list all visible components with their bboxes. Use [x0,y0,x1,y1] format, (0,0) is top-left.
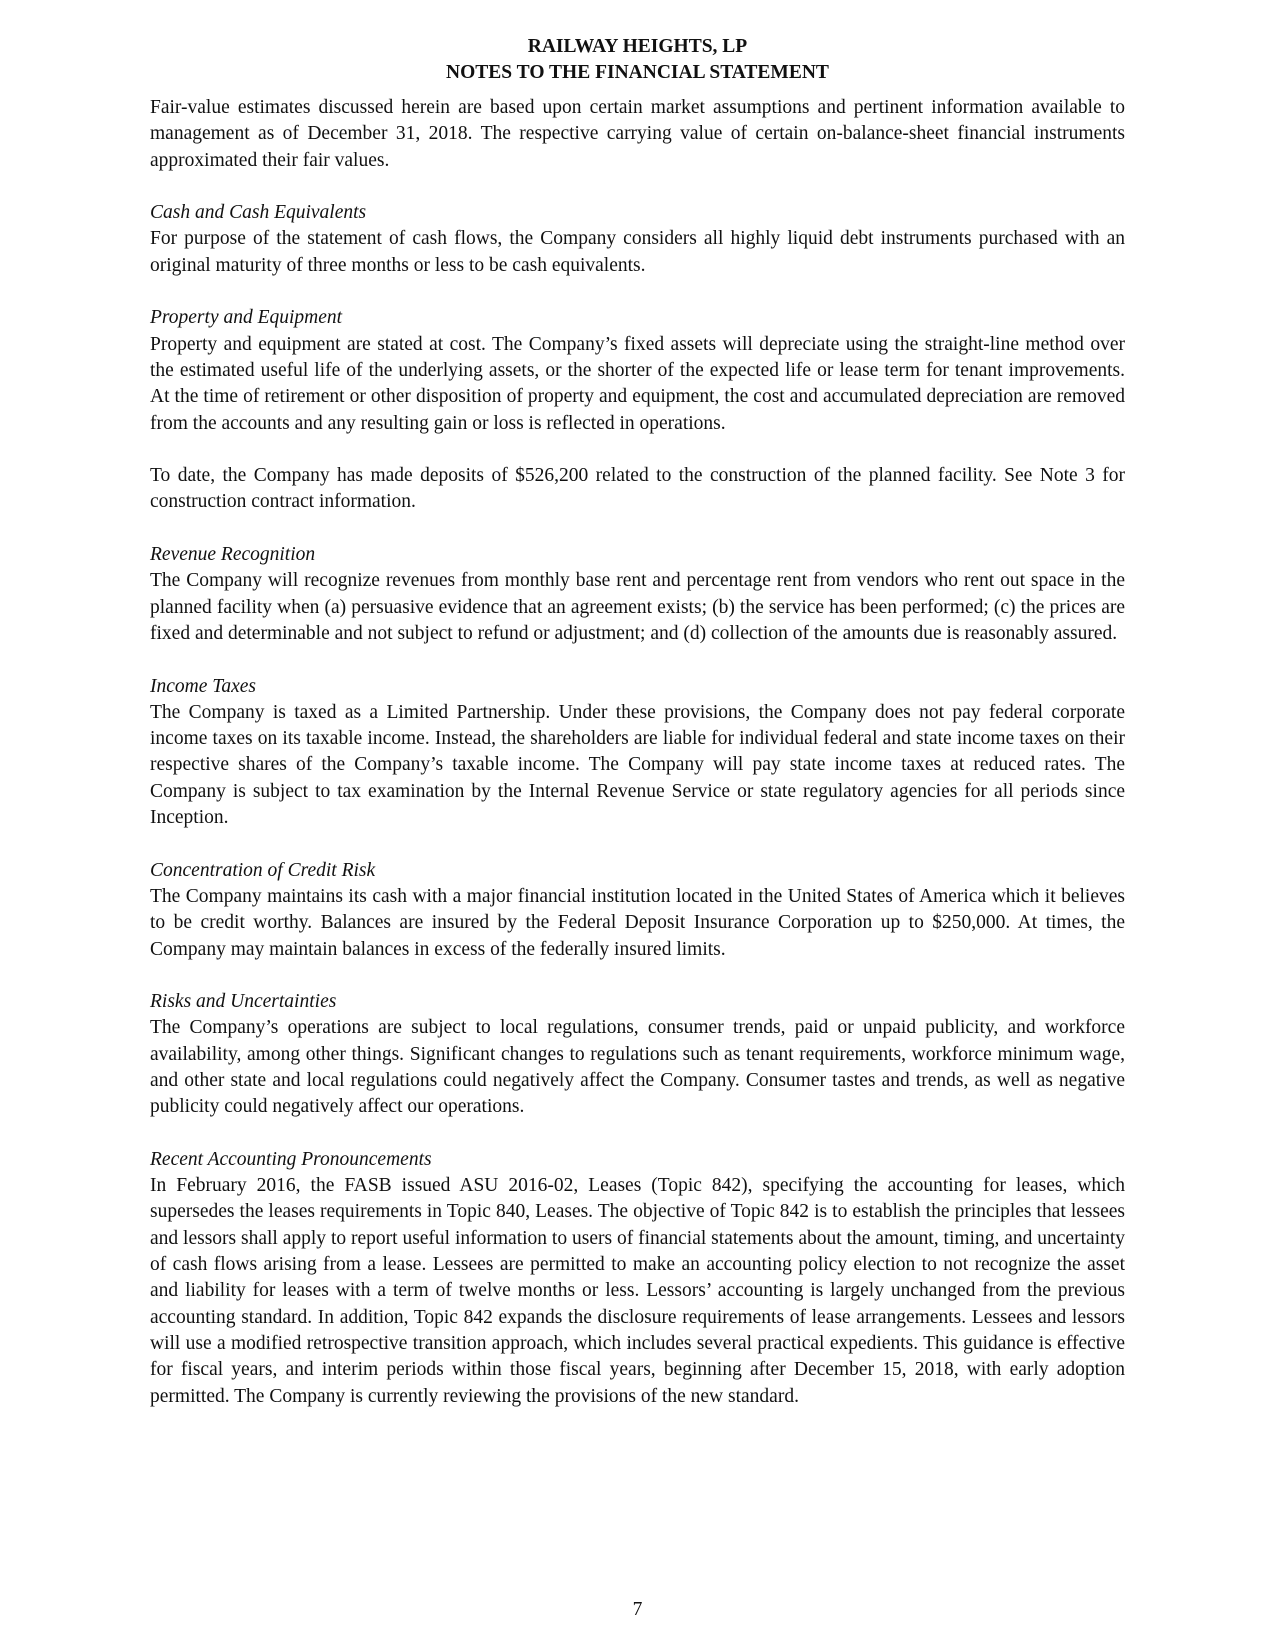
paragraph-cash: For purpose of the statement of cash flows, the Company considers all highly liquid debt instruments purchased with an original maturity of three months or less to be cash equivalents. [150,228,1125,276]
paragraph-credit-risk: The Company maintains its cash with a major financial institution located in the United States of America which it believes to be credit worthy. Balances are insured by the Federal Deposit Insurance Corporation up to $250,000. At times, the Company may maintain balances in excess of the federally insured limits. [150,885,1125,960]
paragraph-income-taxes: The Company is taxed as a Limited Partnership. Under these provisions, the Company does not pay federal corporate income taxes on its taxable income. Instead, the shareholders are liable for individual federal and state income taxes on their respective shares of the Company’s taxable income. The Company will pay state income taxes at reduced rates. The Company is subject to tax examination by the Internal Revenue Service or state regulatory agencies for all periods since Inception. [150,701,1125,829]
section-heading-credit-risk: Concentration of Credit Risk [150,859,376,881]
document-title: NOTES TO THE FINANCIAL STATEMENT [446,62,829,83]
section-heading-revenue: Revenue Recognition [150,544,316,566]
paragraph-property-1: Property and equipment are stated at cost. The Company’s fixed assets will depreciate using the straight-line method over the estimated useful life of the underlying assets, or the shorter of the expected life or lease term for tenant improvements. At the time of retirement or other disposition of property and equipment, the cost and accumulated depreciation are removed from the accounts and any resulting gain or loss is reflected in operations. [150,333,1125,434]
company-name: RAILWAY HEIGHTS, LP [527,36,748,57]
page-number: 7 [632,1599,643,1620]
paragraph-risks: The Company’s operations are subject to local regulations, consumer trends, paid or unpaid publicity, and workforce availability, among other things. Significant changes to regulations such as tenant requirements, workforce minimum wage, and other state and local regulations could negatively affect the Company. Consumer tastes and trends, as well as negative publicity could negatively affect our operations. [150,1017,1125,1118]
intro-paragraph: Fair-value estimates discussed herein are based upon certain market assumptions and pertinent information available to management as of December 31, 2018. The respective carrying value of certain on-balance-sheet financial instruments approximated their fair values. [150,97,1125,171]
section-heading-income-taxes: Income Taxes [150,675,256,697]
document-header [150,34,1125,86]
section-heading-risks: Risks and Uncertainties [150,991,337,1013]
section-heading-pronouncements: Recent Accounting Pronouncements [150,1148,432,1170]
document-body [150,95,1125,1410]
paragraph-property-2: To date, the Company has made deposits of $526,200 related to the construction of the planned facility. See Note 3 for construction contract information. [150,465,1125,513]
document-page [150,34,1125,1410]
paragraph-pronouncements: In February 2016, the FASB issued ASU 2016-02, Leases (Topic 842), specifying the accounting for leases, which supersedes the leases requirements in Topic 840, Leases. The objective of Topic 842 is to establish the principles that lessees and lessors shall apply to report useful information to users of financial statements about the amount, timing, and uncertainty of cash flows arising from a lease. Lessees are permitted to make an accounting policy election to not recognize the asset and liability for leases with a term of twelve months or less. Lessors’ accounting is largely unchanged from the previous accounting standard. In addition, Topic 842 expands the disclosure requirements of lease arrangements. Lessees and lessors will use a modified retrospective transition approach, which includes several practical expedients. This guidance is effective for fiscal years, and interim periods within those fiscal years, beginning after December 15, 2018, with early adoption permitted. The Company is currently reviewing the provisions of the new standard. [150,1175,1125,1407]
section-heading-property: Property and Equipment [150,307,343,329]
paragraph-revenue: The Company will recognize revenues from monthly base rent and percentage rent from vendors who rent out space in the planned facility when (a) persuasive evidence that an agreement exists; (b) the service has been performed; (c) the prices are fixed and determinable and not subject to refund or adjustment; and (d) collection of the amounts due is reasonably assured. [150,570,1125,644]
section-heading-cash: Cash and Cash Equivalents [150,202,367,224]
